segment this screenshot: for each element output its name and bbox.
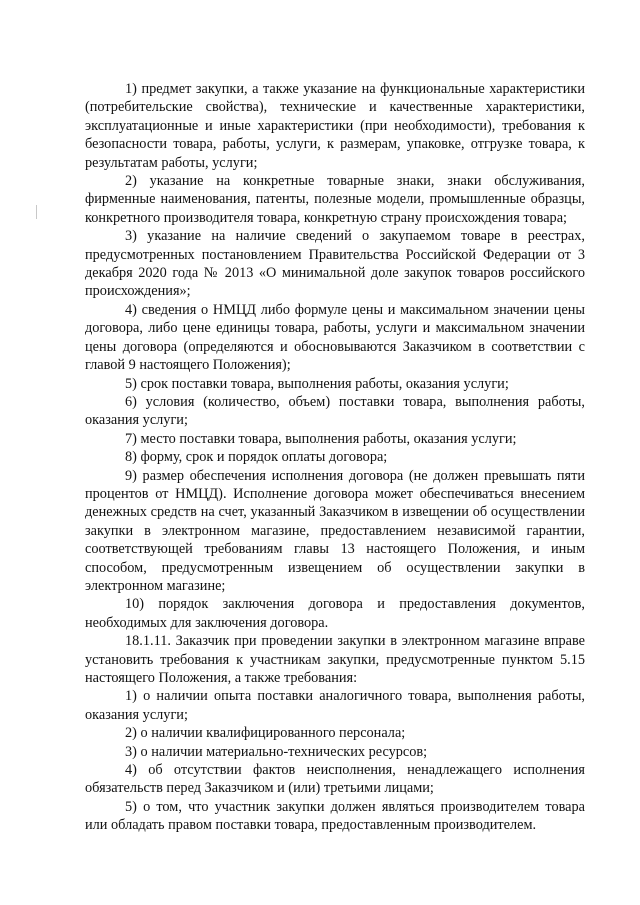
requirement-2: 2) о наличии квалифицированного персонала; (125, 725, 406, 742)
paragraph-2: 2) указание на конкретные товарные знаки, знаки обслуживания, фирменные наименования, патенты, полезные модели, промышленные образцы, конкретного производителя товара, конкретную страну происхождения товара; (85, 173, 585, 226)
paragraph-7: 7) место поставки товара, выполнения работы, оказания услуги; (125, 430, 517, 447)
requirement-3: 3) о наличии материально-технических ресурсов; (125, 743, 428, 760)
paragraph-5: 5) срок поставки товара, выполнения работы, оказания услуги; (125, 375, 509, 392)
paragraph-9: 9) размер обеспечения исполнения договора (не должен превышать пяти процентов от НМЦД). Исполнение договора может обеспечиваться внесением денежных средств на счет, указанный Заказчиком в извещении об осуществлении закупки в электронном магазине, предоставлением независимой гарантии, соответствующей требованиям главы 13 настоящего Положения, и иным способом, предусмотренным извещением об осуществлении закупки в электронном магазине; (85, 467, 585, 594)
paragraph-4: 4) сведения о НМЦД либо формуле цены и максимальном значении цены договора, либо цене единицы товара, работы, услуги и максимальном значении цены договора (определяются и обосновываются Заказчиком в соответствии с главой 9 настоящего Положения); (85, 301, 585, 374)
document-body (85, 80, 585, 835)
paragraph-18-1-11: 18.1.11. Заказчик при проведении закупки в электронном магазине вправе установить требования к участникам закупки, предусмотренные пунктом 5.15 настоящего Положения, а также требования: (85, 633, 585, 686)
paragraph-1: 1) предмет закупки, а также указание на функциональные характеристики (потребительские свойства), технические и качественные характеристики, эксплуатационные и иные характеристики (при необходимости), требования к безопасности товара, работы, услуги, к размерам, упаковке, отгрузке товара, к результатам работы, услуги; (85, 81, 585, 171)
paragraph-3: 3) указание на наличие сведений о закупаемом товаре в реестрах, предусмотренных постановлением Правительства Российской Федерации от 3 декабря 2020 года № 2013 «О минимальной доле закупок товаров российского происхождения»; (85, 228, 585, 300)
paragraph-6: 6) условия (количество, объем) поставки товара, выполнения работы, оказания услуги; (85, 393, 585, 429)
paragraph-10: 10) порядок заключения договора и предоставления документов, необходимых для заключения договора. (85, 596, 585, 631)
requirement-1: 1) о наличии опыта поставки аналогичного товара, выполнения работы, оказания услуги; (85, 688, 585, 723)
requirement-4: 4) об отсутствии фактов неисполнения, ненадлежащего исполнения обязательств перед Заказчиком и (или) третьими лицами; (85, 762, 585, 797)
paragraph-8: 8) форму, срок и порядок оплаты договора; (125, 449, 388, 466)
margin-mark (36, 205, 37, 219)
requirement-5: 5) о том, что участник закупки должен являться производителем товара или обладать правом поставки товара, предоставленным производителем. (85, 798, 585, 834)
